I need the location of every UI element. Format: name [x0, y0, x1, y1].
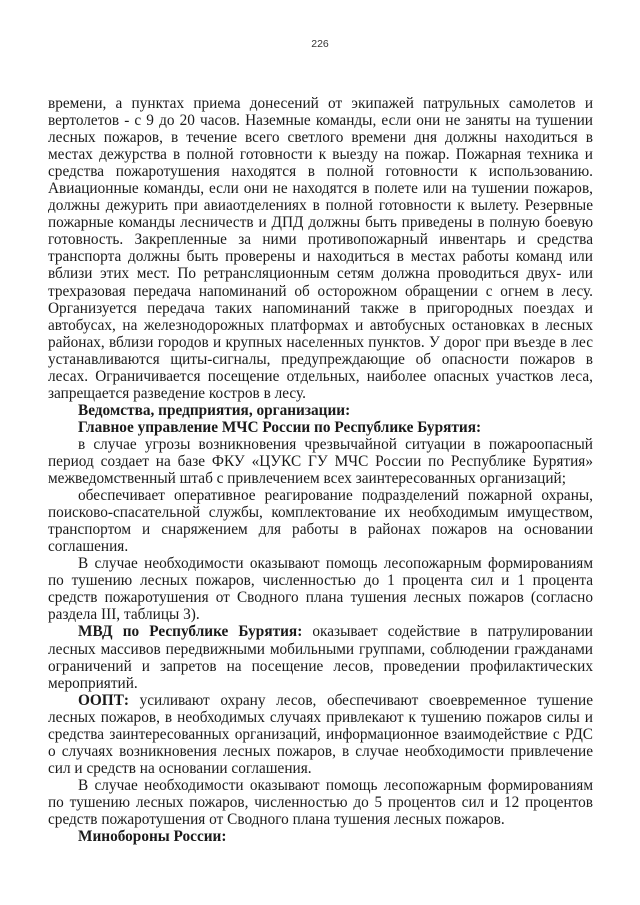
heading-defense-ministry: Минобороны России:	[78, 828, 227, 846]
paragraph-mvd	[48, 623, 593, 691]
page-number: 226	[311, 38, 329, 50]
paragraph-duty-regime: времени, а пунктах приема донесений от экипажей патрульных самолетов и вертолетов - с 9 до 20 часов. Наземные команды, если они не заняты на тушении лесных пожаров, в течение всего светлого времени дня должны находиться в местах дежурства в полной готовности к выезду на пожар. Пожарная техника и средства пожаротушения находятся в полной готовности к использованию. Авиационные команды, если они не находятся в полете или на тушении пожаров, должны дежурить при авиаотделениях в полной готовности к вылету. Резервные пожарные команды лесничеств и ДПД должны быть приведены в полную боевую готовность. Закрепленные за ними противопожарный инвентарь и средства транспорта должны быть проверены и находиться в местах работы команд или вблизи этих мест. По ретрансляционным сетям должна проводиться двух- или трехразовая передача напоминаний об осторожном обращении с огнем в лесу. Организуется передача таких напоминаний также в пригородных поездах и автобусах, на железнодорожных платформах и автобусных остановках в лесных районах, вблизи городов и крупных населенных пунктов. У дорог при въезде в лес устанавливаются щиты-сигналы, предупреждающие об опасности пожаров в лесах. Ограничивается посещение отдельных, наиболее опасных участков леса, запрещается разведение костров в лесу.	[48, 95, 593, 402]
paragraph-oopt	[48, 692, 593, 777]
oopt-text: усиливают охрану лесов, обеспечивают своевременное тушение лесных пожаров, в необходимых случаях привлекают к тушению пожаров силы и средства заинтересованных организаций, информационное взаимодействие с РДС о случаях возникновения лесных пожаров, в случае необходимости привлечение сил и средств на основании соглашения.	[48, 691, 593, 777]
oopt-label: ООПТ:	[78, 691, 129, 709]
paragraph-mchs-assistance: В случае необходимости оказывают помощь лесопожарным формированиям по тушению лесных пожаров, численностью до 1 процента сил и 1 процента средств пожаротушения от Сводного плана тушения лесных пожаров (согласно раздела III, таблицы 3).	[48, 555, 593, 624]
mvd-text: оказывает содействие в патрулировании лесных массивов передвижными мобильными группами, соблюдении гражданами ограничений и запретов на посещение лесов, проведении профилактических мероприятий.	[48, 623, 593, 692]
paragraph-oopt-assistance: В случае необходимости оказывают помощь лесопожарным формированиям по тушению лесных пожаров, численностью до 5 процентов сил и 12 процентов средств пожаротушения от Сводного плана тушения лесных пожаров.	[48, 776, 593, 828]
mvd-label: МВД по Республике Бурятия:	[78, 623, 303, 641]
document-body	[48, 95, 593, 845]
paragraph-mchs-staff: в случае угрозы возникновения чрезвычайной ситуации в пожароопасный период создает на базе ФКУ «ЦУКС ГУ МЧС России по Республике Бурятия» межведомственный штаб с привлечением всех заинтересованных организаций;	[48, 435, 593, 488]
heading-mchs: Главное управление МЧС России по Республике Бурятия:	[78, 418, 482, 436]
paragraph-mchs-response: обеспечивает оперативное реагирование подразделений пожарной охраны, поисково-спасательной службы, комплектование их необходимым имуществом, транспортом и снаряжением для работы в районах пожаров на основании соглашения.	[48, 487, 593, 556]
heading-agencies: Ведомства, предприятия, организации:	[78, 401, 351, 419]
